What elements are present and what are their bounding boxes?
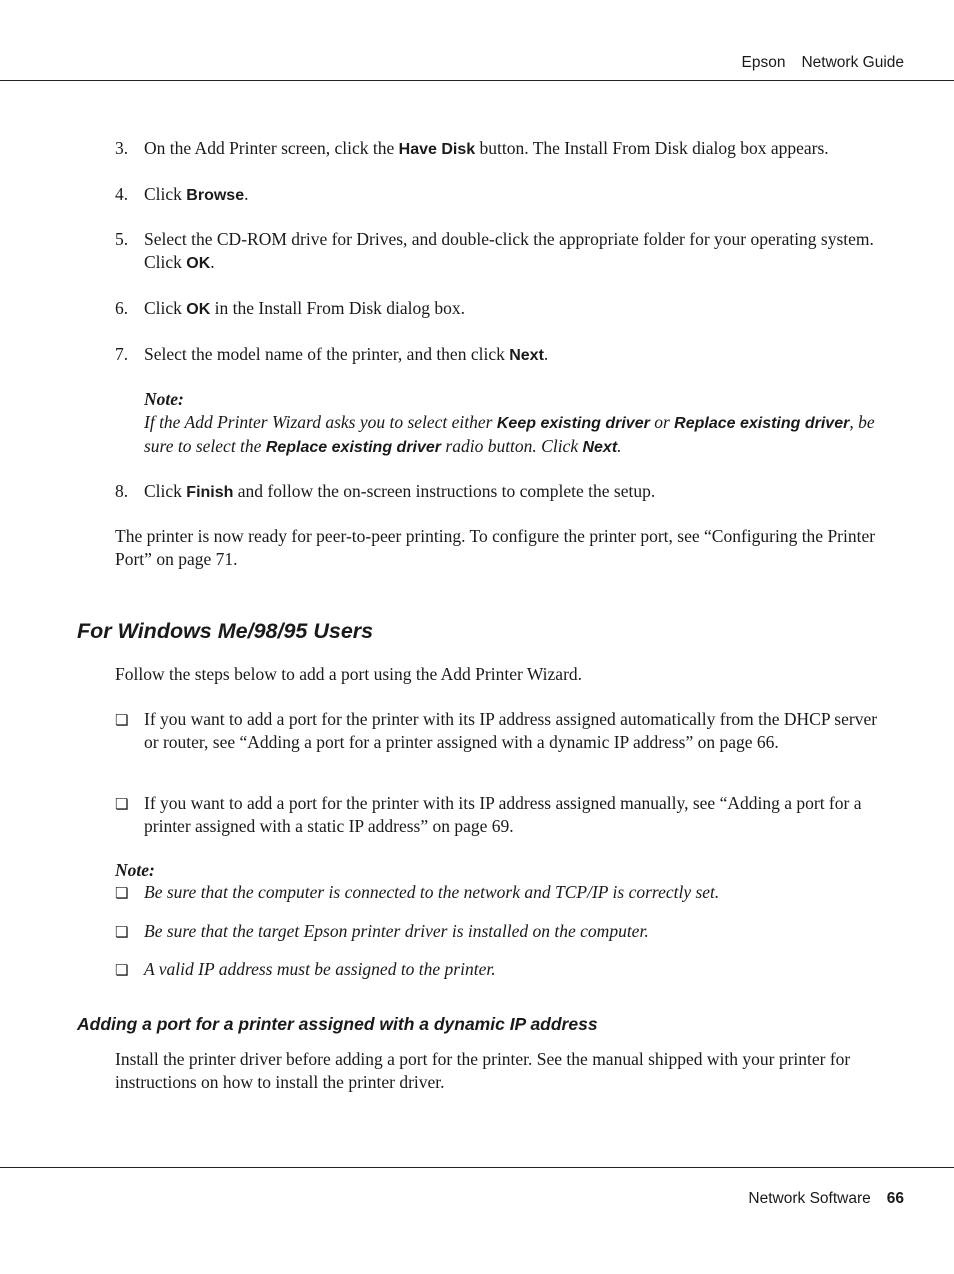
note-item-text: Be sure that the target Epson printer driver is installed on the computer. [144, 921, 649, 941]
step-text [144, 183, 880, 207]
checkbox-bullet-icon: ❏ [115, 711, 129, 729]
body-paragraph: Follow the steps below to add a port using the Add Printer Wizard. [115, 664, 583, 684]
subsection-heading: Adding a port for a printer assigned with a dynamic IP address [77, 1014, 598, 1034]
step-text [144, 228, 880, 275]
section-heading: For Windows Me/98/95 Users [77, 619, 374, 643]
list-item [115, 480, 880, 504]
step-number: 6. [115, 298, 129, 318]
checkbox-bullet-icon: ❏ [115, 961, 129, 979]
step-text-plain: Click [144, 184, 187, 204]
page-footer [748, 1187, 904, 1210]
note-text-plain: If the Add Printer Wizard asks you to select either [144, 412, 497, 432]
note-text-plain: radio button. Click [441, 436, 583, 456]
ui-term: Browse [186, 187, 245, 204]
list-item [115, 792, 880, 838]
list-item [115, 920, 880, 943]
body-paragraph: The printer is now ready for peer-to-peer printing. To configure the printer port, see “Configuring the Printer Port” on page 71. [115, 526, 876, 569]
bullet-text: If you want to add a port for the printer with its IP address assigned manually, see “Adding a port for a printer assigned with a static IP address” on page 69. [144, 793, 862, 836]
list-item [115, 297, 880, 321]
step-text [144, 480, 880, 504]
step-text-plain: button. The Install From Disk dialog box appears. [475, 138, 829, 158]
checkbox-bullet-icon: ❏ [115, 884, 129, 902]
step-number: 8. [115, 481, 129, 501]
ui-term: Replace existing driver [265, 439, 442, 456]
ui-term: Next [509, 347, 544, 364]
note-text-plain: . [617, 436, 622, 456]
ui-term: Keep existing driver [496, 415, 650, 432]
header-rule [0, 80, 954, 81]
step-text [144, 343, 880, 367]
step-number: 7. [115, 344, 129, 364]
list-item [115, 708, 880, 754]
list-item [115, 343, 880, 367]
step-text-plain: . [543, 344, 549, 364]
step-text-plain: . [210, 252, 215, 272]
step-number: 4. [115, 184, 129, 204]
footer-section: Network Software [748, 1190, 871, 1207]
step-text-plain: On the Add Printer screen, click the [144, 138, 399, 158]
list-item [115, 881, 880, 904]
note-item-text: A valid IP address must be assigned to the printer. [144, 959, 496, 979]
list-item [115, 958, 880, 981]
step-text-plain: Click [144, 481, 187, 501]
step-number: 3. [115, 138, 129, 158]
ui-term: Finish [186, 484, 234, 501]
ui-term: Next [582, 439, 618, 456]
ui-term: Have Disk [398, 141, 476, 158]
bullet-text: If you want to add a port for the printer with its IP address assigned automatically from the DHCP server or router, see “Adding a port for a printer assigned with a dynamic IP address” on page 66. [144, 709, 878, 752]
step-number: 5. [115, 229, 129, 249]
list-item [115, 228, 880, 275]
step-text-plain: and follow the on-screen instructions to complete the setup. [233, 481, 656, 501]
note-title: Note: [144, 389, 184, 409]
list-item [115, 137, 880, 161]
step-text [144, 297, 880, 321]
note-title-text: Note: [115, 860, 155, 880]
footer-rule [0, 1167, 954, 1168]
step-text-plain: Select the CD-ROM drive for Drives, and double-click the appropriate folder for your operating system. Click [144, 229, 874, 272]
note-item-text: Be sure that the computer is connected to the network and TCP/IP is correctly set. [144, 882, 720, 902]
header-guide-title: Network Guide [801, 54, 904, 71]
body-paragraph: Install the printer driver before adding a port for the printer. See the manual shipped with your printer for instructions on how to install the printer driver. [115, 1049, 851, 1092]
note-title [115, 859, 880, 882]
note-text-plain: , be sure to select the [144, 412, 875, 456]
step-text-plain: Select the model name of the printer, and then click [144, 344, 510, 364]
header-brand: Epson [741, 54, 786, 71]
checkbox-bullet-icon: ❏ [115, 923, 129, 941]
ui-term: OK [186, 255, 211, 272]
note-text-plain: or [649, 412, 675, 432]
ui-term: Replace existing driver [674, 415, 850, 432]
checkbox-bullet-icon: ❏ [115, 795, 129, 813]
page-header [742, 51, 904, 74]
step-text-plain: Click [144, 298, 187, 318]
step-text-plain: . [244, 184, 249, 204]
note-block [144, 388, 880, 459]
ui-term: OK [186, 301, 211, 318]
step-text-plain: in the Install From Disk dialog box. [210, 298, 466, 318]
page-number: 66 [886, 1190, 904, 1207]
note-text [144, 411, 880, 459]
step-text [144, 137, 880, 161]
list-item [115, 183, 880, 207]
